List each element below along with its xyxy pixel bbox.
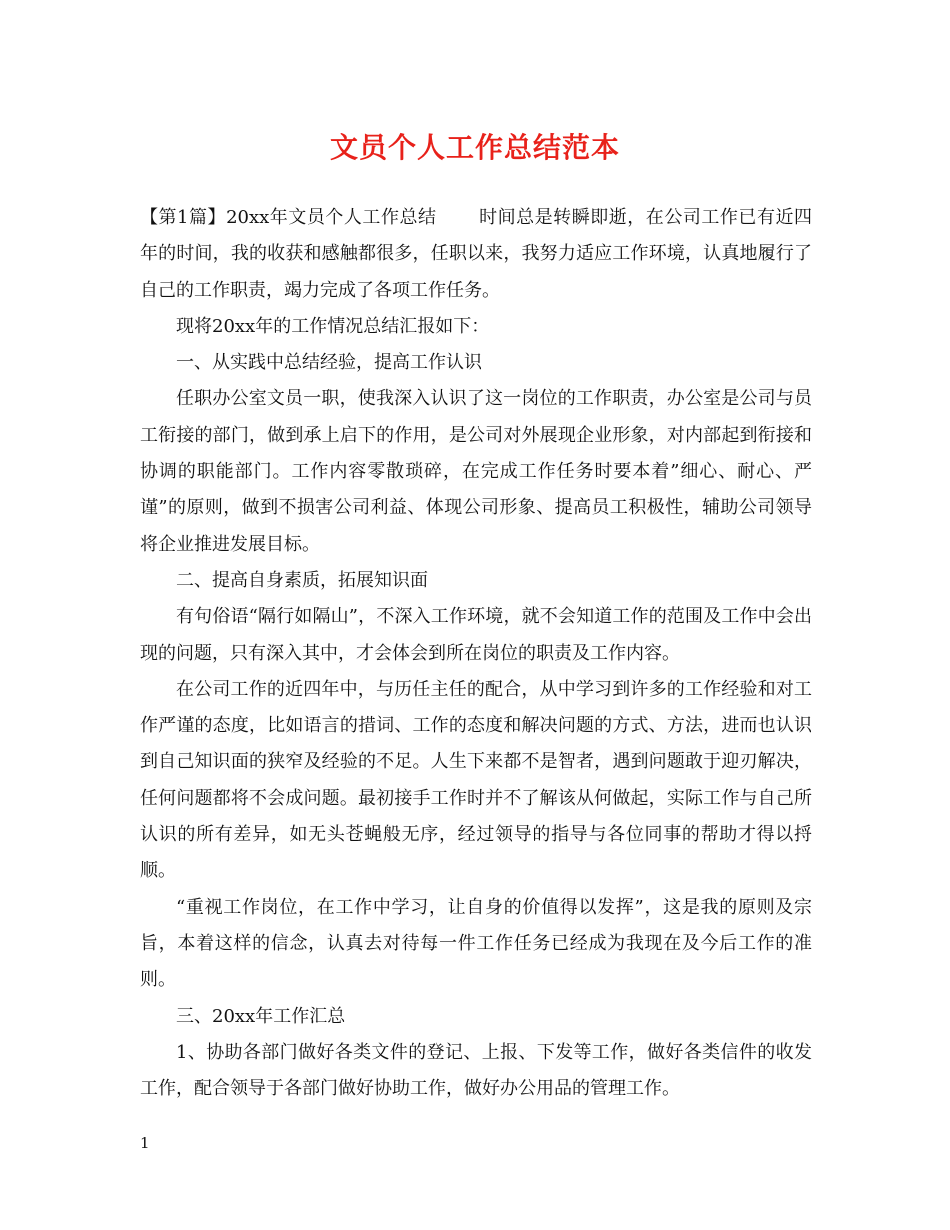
summary-intro: 现将20xx年的工作情况总结汇报如下：: [176, 315, 490, 337]
body-paragraph: “重视工作岗位，在工作中学习，让自身的价值得以发挥”，这是我的原则及宗旨，本着这样的信念，认真去对待每一件工作任务已经成为我现在及今后工作的准则。: [140, 896, 812, 991]
body-paragraph: 任职办公室文员一职，使我深入认识了这一岗位的工作职责，办公室是公司与员工衔接的部门，做到承上启下的作用，是公司对外展现企业形象，对内部起到衔接和协调的职能部门。工作内容零散琐碎，在完成工作任务时要本着”细心、耐心、严谨”的原则，做到不损害公司利益、体现公司形象、提高员工积极性，辅助公司领导将企业推进发展目标。: [140, 388, 812, 555]
lead-heading: 【第1篇】20xx年文员个人工作总结: [140, 207, 437, 228]
document-body: [140, 200, 812, 1107]
page-number: 1: [140, 1134, 150, 1152]
section-heading-1: 一、从实践中总结经验，提高工作认识: [176, 352, 482, 374]
section-heading-2: 二、提高自身素质，拓展知识面: [176, 569, 428, 591]
body-paragraph: 1、协助各部门做好各类文件的登记、上报、下发等工作，做好各类信件的收发工作，配合领导于各部门做好协助工作，做好办公用品的管理工作。: [140, 1041, 812, 1100]
lead-paragraph: [140, 200, 812, 309]
lead-text: 时间总是转瞬即逝，在公司工作已有近四年的时间，我的收获和感触都很多，任职以来，我努力适应工作环境，认真地履行了自己的工作职责，竭力完成了各项工作任务。: [140, 207, 812, 301]
body-paragraph: 在公司工作的近四年中，与历任主任的配合，从中学习到许多的工作经验和对工作严谨的态度，比如语言的措词、工作的态度和解决问题的方式、方法，进而也认识到自己知识面的狭窄及经验的不足。人生下来都不是智者，遇到问题敢于迎刃解决，任何问题都将不会成问题。最初接手工作时并不了解该从何做起，实际工作与自己所认识的所有差异，如无头苍蝇般无序，经过领导的指导与各位同事的帮助才得以捋顺。: [140, 678, 812, 882]
body-paragraph: 有句俗语“隔行如隔山”，不深入工作环境，就不会知道工作的范围及工作中会出现的问题，只有深入其中，才会体会到所在岗位的职责及工作内容。: [140, 606, 812, 664]
document-title: 文员个人工作总结范本: [329, 131, 620, 164]
section-heading-3: 三、20xx年工作汇总: [176, 1005, 346, 1027]
